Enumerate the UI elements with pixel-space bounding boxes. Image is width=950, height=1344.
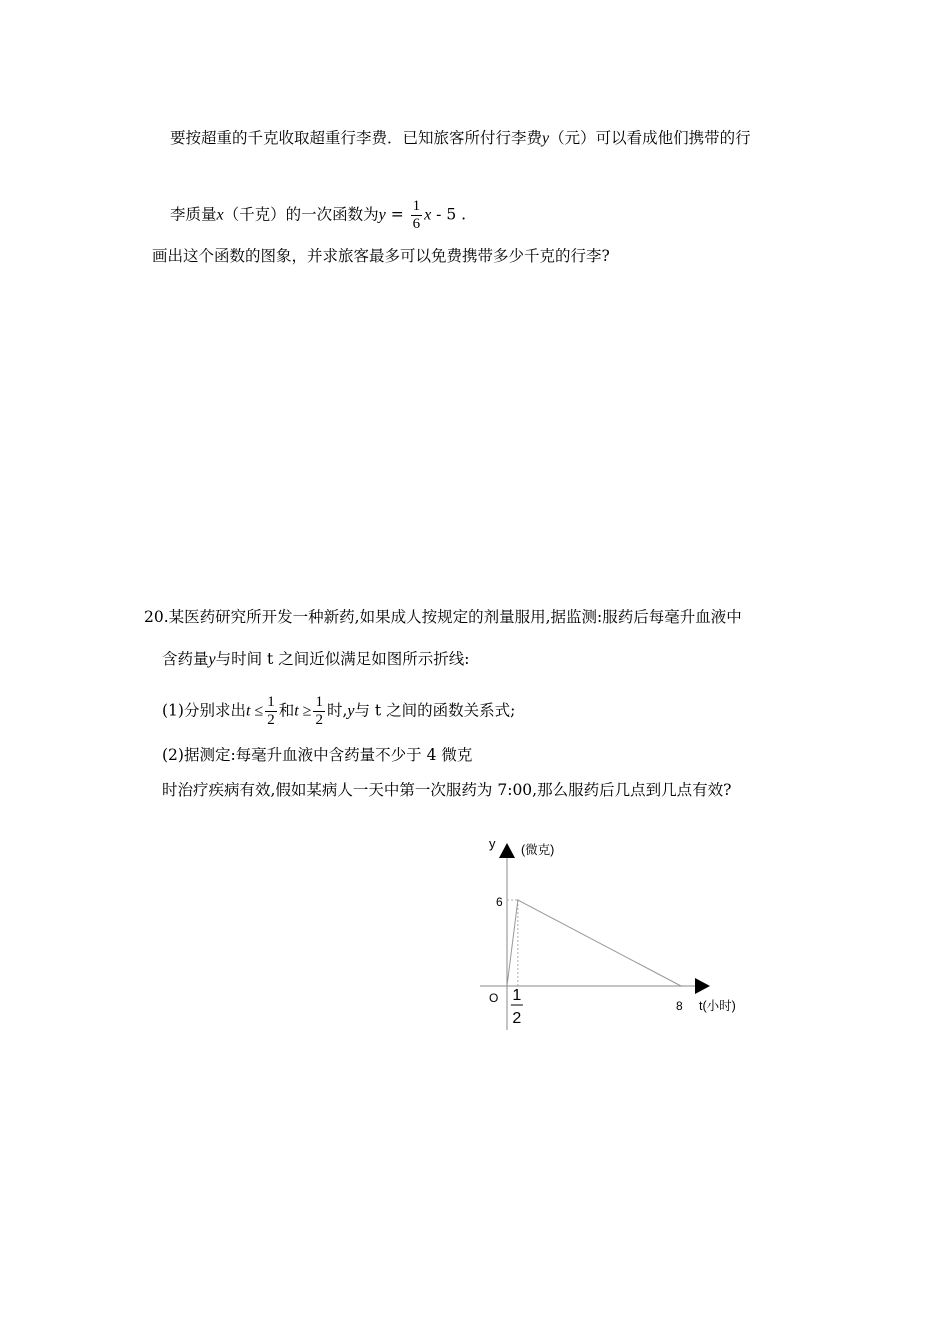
data-point <box>517 899 519 901</box>
text: 李质量 <box>170 205 217 224</box>
y-unit-label: (微克) <box>521 843 555 857</box>
x-tick-label-end: 8 <box>676 999 683 1013</box>
series-line <box>507 900 681 986</box>
denominator: 6 <box>412 216 421 232</box>
text: (1)分别求出 <box>162 701 246 720</box>
text: 与时间 t 之间近似满足如图所示折线: <box>215 650 470 668</box>
text: - 5 . <box>436 205 467 224</box>
text: 时, <box>326 701 348 720</box>
y-axis-label: y <box>489 836 496 851</box>
denominator: 2 <box>267 712 275 728</box>
q19-line2 <box>170 198 466 233</box>
q20-part1 <box>162 694 515 729</box>
text: （元）可以看成他们携带的行 <box>549 129 751 147</box>
chart-marks <box>506 899 682 987</box>
fraction-one-sixth <box>411 198 423 233</box>
origin-label: O <box>489 991 499 1005</box>
var-y: y <box>542 130 550 147</box>
numerator: 1 <box>315 694 323 710</box>
x-tick-fraction-numerator: 1 <box>512 987 522 1004</box>
var-x: x <box>216 206 224 224</box>
text: 含药量 <box>162 650 209 668</box>
t-ge: t ≥ <box>294 702 312 720</box>
var-y: y <box>208 651 216 668</box>
denominator: 2 <box>315 712 323 728</box>
var-y: y <box>378 206 386 224</box>
q20-line2 <box>162 649 469 670</box>
t-le: t ≤ <box>245 702 264 720</box>
y-axis-arrow <box>499 843 515 858</box>
q19-line1 <box>170 128 751 149</box>
var-y: y <box>347 702 355 720</box>
x-tick-fraction-denominator: 2 <box>512 1010 522 1027</box>
drug-concentration-chart <box>470 830 760 1040</box>
q20-line1: 20.某医药研究所开发一种新药,如果成人按规定的剂量服用,据监测:服药后每毫升血液中 <box>144 608 742 626</box>
data-point <box>680 985 682 987</box>
numerator: 1 <box>412 198 421 214</box>
fraction-one-half <box>313 694 325 729</box>
equals-sign: = <box>390 205 404 224</box>
x-axis-label: t(小时) <box>699 999 736 1013</box>
y-tick-label: 6 <box>496 895 503 909</box>
text: 和 <box>278 701 295 720</box>
chart-labels <box>489 836 736 1027</box>
q20-part2: (2)据测定:每毫升血液中含药量不少于 4 微克 <box>162 746 473 764</box>
text: 要按超重的千克收取超重行李费．已知旅客所付行李费 <box>170 129 543 147</box>
x-axis-arrow <box>695 978 710 994</box>
numerator: 1 <box>267 694 275 710</box>
text: （千克）的一次函数为 <box>223 205 379 224</box>
fraction-one-half <box>265 694 277 729</box>
data-point <box>506 985 508 987</box>
q20-part2b: 时治疗疾病有效,假如某病人一天中第一次服药为 7:00,那么服药后几点到几点有效? <box>162 781 732 799</box>
var-x: x <box>424 206 432 224</box>
q19-line3: 画出这个函数的图象，并求旅客最多可以免费携带多少千克的行李? <box>152 247 610 265</box>
text: 与 t 之间的函数关系式; <box>354 701 516 720</box>
